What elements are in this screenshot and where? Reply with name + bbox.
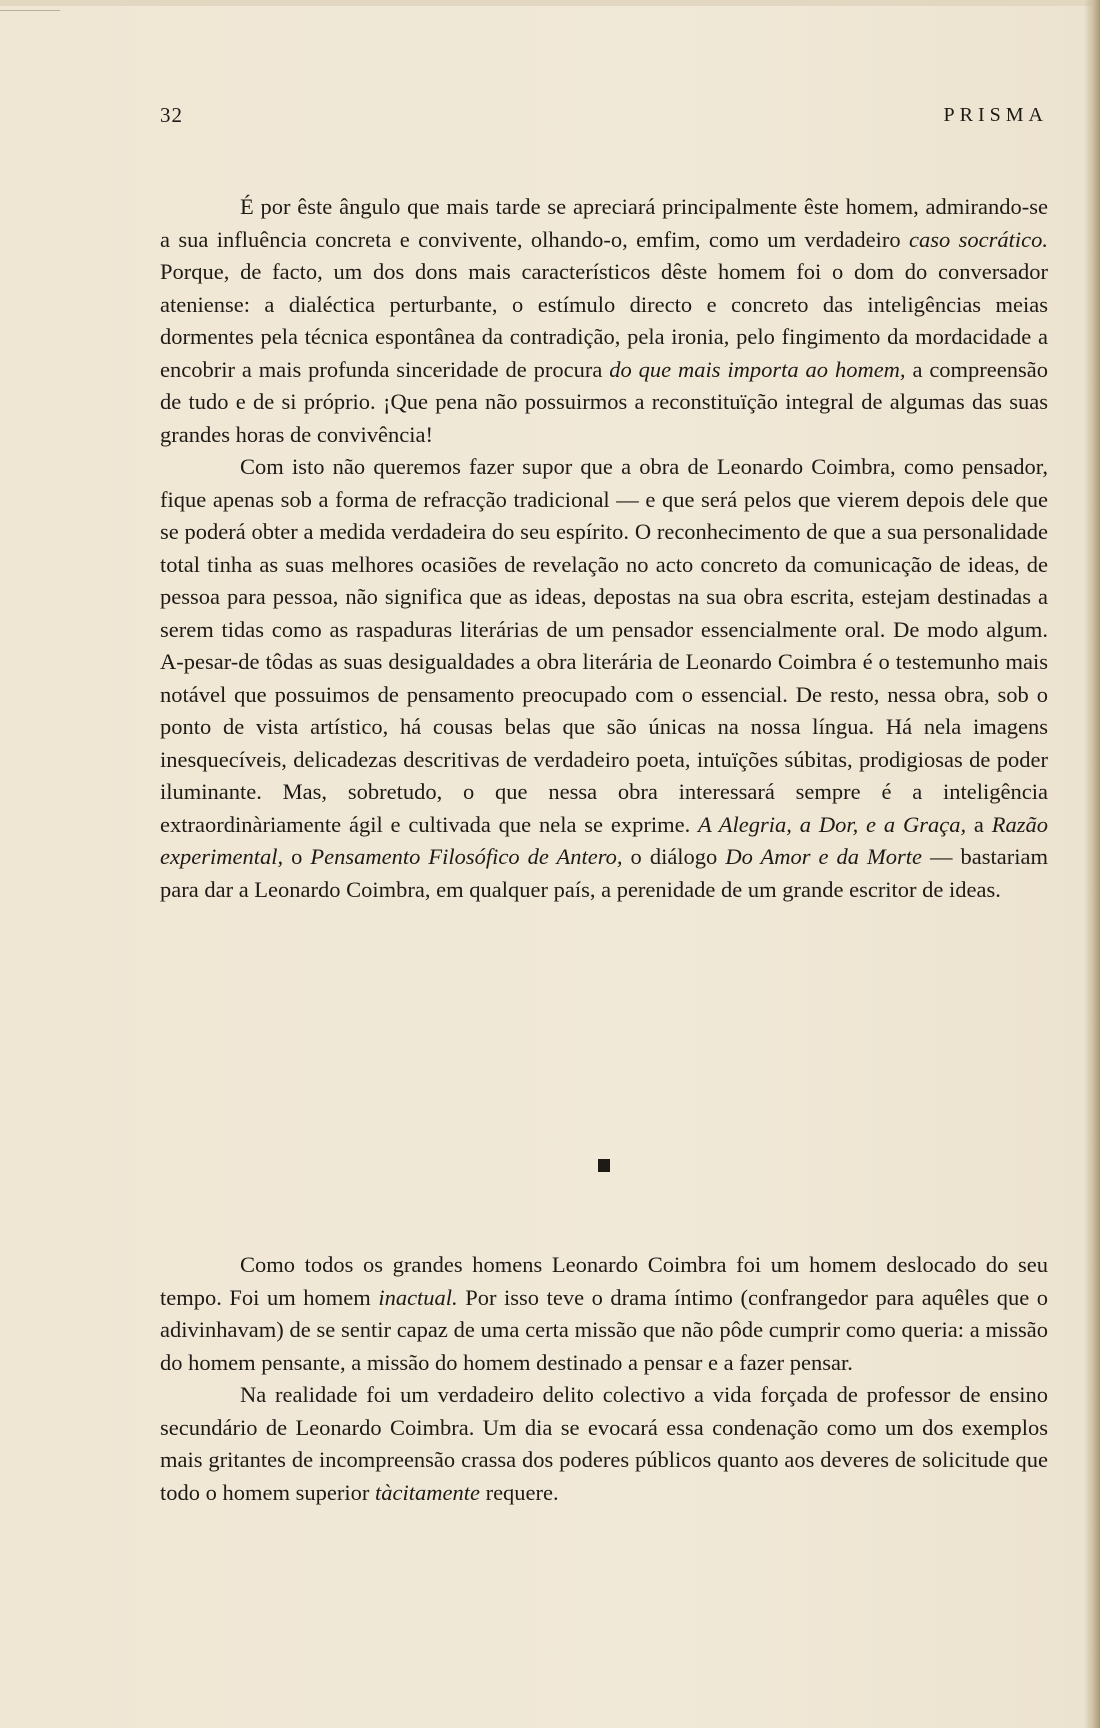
paragraph: Como todos os grandes homens Leonardo Coimbra foi um homem deslocado do seu tempo. Foi um homem inactual. Por isso teve o drama íntimo (confrangedor para aquêles que o adivinhavam) de se sentir capaz de uma certa missão que não pôde cumprir como queria: a missão do homem pensante, a missão do homem destinado a pensar e a fazer pensar. [160, 1252, 1048, 1375]
page-top-edge [0, 0, 1100, 6]
running-header [160, 98, 1048, 132]
page-number: 32 [160, 102, 183, 127]
italic-title: Do Amor e da Morte [725, 844, 922, 869]
paragraph: É por êste ângulo que mais tarde se apreciará principalmente êste homem, admirando-se a sua influência concreta e convivente, olhando-o, emfim, como um verdadeiro caso socrático. Porque, de facto, um dos dons mais característicos dêste homem foi o dom do conversador ateniense: a dialéctica perturbante, o estímulo directo e concreto das inteligências meias dormentes pela técnica espontânea da contradição, pela ironia, pelo fingimento da mordacidade a encobrir a mais profunda sinceridade de procura do que mais importa ao homem, a compreensão de tudo e de si próprio. ¡Que pena não possuirmos a reconstituïção integral de algumas das suas grandes horas de convivência! [160, 194, 1049, 447]
italic-phrase: caso socrático. [908, 226, 1048, 252]
italic-phrase: do que mais importa ao homem, [609, 356, 906, 382]
italic-word: inactual. [378, 1284, 458, 1310]
section-separator [598, 1159, 610, 1172]
paragraph: Com isto não queremos fazer supor que a obra de Leonardo Coimbra, como pensador, fique apenas sob a forma de refracção tradicional — e que será pelos que vierem depois dele que se poderá obter a medida verdadeira do seu espírito. O reconhecimento de que a sua personalidade total tinha as suas melhores ocasiões de revelação no acto concreto da comunicação de ideas, de pessoa para pessoa, não significa que as ideas, depostas na sua obra escrita, estejam destinadas a serem tidas como as raspaduras literárias de um pensador essencialmente oral. De modo algum. A-pesar-de tôdas as suas desigualdades a obra literária de Leonardo Coimbra é o testemunho mais notável que possuimos de pensamento preocupado com o essencial. De resto, nessa obra, sob o ponto de vista artístico, há cousas belas que são únicas na nossa língua. Há nela imagens inesquecíveis, delicadezas descritivas de verdadeiro poeta, intuïções súbitas, prodigiosas de poder iluminante. Mas, sobretudo, o que nessa obra interessará sempre é a inteligência extraordinàriamente ágil e cultivada que nela se exprime. A Alegria, a Dor, e a Graça, a Razão experimental, o Pensamento Filosófico de Antero, o diálogo Do Amor e da Morte — bastariam para dar a Leonardo Coimbra, em qualquer país, a perenidade de um grande escritor de ideas. [160, 454, 1049, 902]
page-top-rule [0, 10, 60, 11]
journal-title: PRISMA [943, 103, 1048, 126]
italic-title: Pensamento Filosófico de Antero, [310, 844, 623, 869]
italic-title: A Alegria, a Dor, e a Graça, [698, 811, 967, 837]
italic-word: tàcitamente [374, 1479, 480, 1505]
paragraph: Na realidade foi um verdadeiro delito colectivo a vida forçada de professor de ensino secundário de Leonardo Coimbra. Um dia se evocará essa condenação como um dos exemplos mais gritantes de incompreensão crassa dos poderes públicos quanto aos deveres de solicitude que todo o homem superior tàcitamente requere. [160, 1382, 1048, 1505]
page-binding-shadow [1084, 0, 1100, 1728]
text-section-1 [160, 191, 1048, 906]
italic-title: Razão experimental, [160, 811, 1048, 869]
text-section-2 [160, 1249, 1048, 1509]
